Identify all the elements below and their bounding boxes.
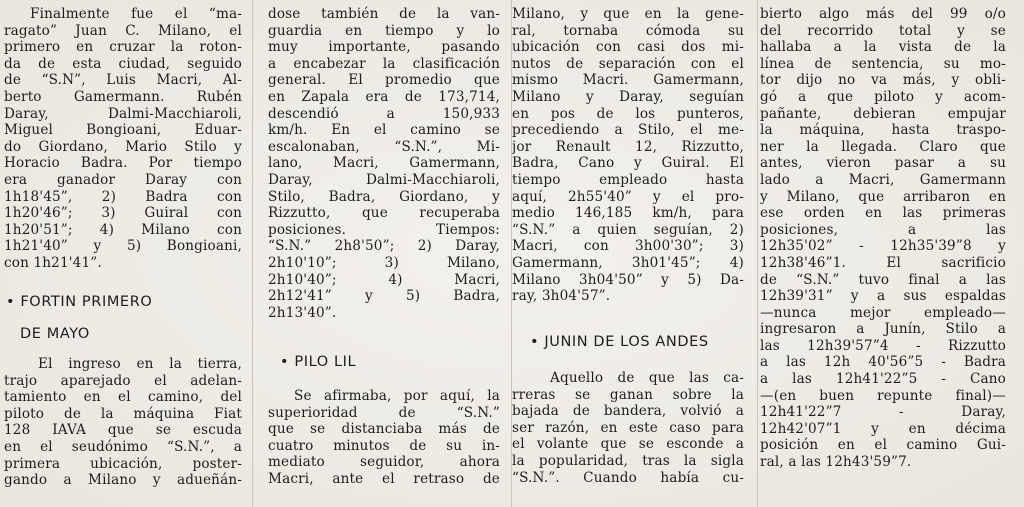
text-line: de “S.N.” tuvo final a las: [760, 271, 1006, 288]
text-line: del recorrido total y se: [760, 22, 1006, 39]
text-line: pañante, debieran empujar: [760, 105, 1006, 122]
section-heading-fortin-cont: DE MAYO: [20, 326, 90, 342]
column-divider: [252, 0, 253, 507]
text-line: de “S.N”, Luis Macri, Al-: [4, 72, 242, 89]
text-line: El ingreso en la tierra,: [38, 356, 242, 372]
section-heading-junin: • JUNIN DE LOS ANDES: [530, 334, 709, 350]
text-line: “S.N.”. Cuando había cu-: [512, 469, 744, 486]
text-line: ral, tornaba cómoda su: [512, 22, 744, 39]
text-line: 1h18'45”, 2) Badra con: [4, 188, 242, 205]
text-line: en pos de los punteros,: [512, 105, 744, 122]
text-line: que se distanciaba más de: [268, 421, 500, 438]
paragraph-arrival: [760, 6, 1006, 471]
text-line: 2h12'41” y 5) Badra,: [268, 288, 500, 305]
text-line: Finalmente fue el “ma-: [30, 6, 242, 22]
text-line: bajada de bandera, volvió a: [512, 403, 744, 420]
paragraph-vanguard: [268, 6, 500, 321]
article-column-2: [268, 0, 500, 507]
text-line: Milano 3h04'50” y 5) Da-: [512, 271, 744, 288]
text-line: tor dijo no va más, y obli-: [760, 72, 1006, 89]
text-line: Horacio Badra. Por tiempo: [4, 155, 242, 172]
text-line: 12h42'07”1 y en décima: [760, 420, 1006, 437]
article-column-1: [4, 0, 242, 507]
text-line: primera ubicación, poster-: [4, 455, 242, 472]
text-line: —(en buen repunte final)—: [760, 387, 1006, 404]
paragraph-general-standing: [512, 6, 744, 305]
text-line: línea de sentencia, su mo-: [760, 55, 1006, 72]
text-line: “S.N.” 2h8'50”; 2) Daray,: [268, 238, 500, 255]
text-line: lano, Macri, Gamermann,: [268, 155, 500, 172]
paragraph-fortin: [4, 356, 242, 489]
text-line: Rizzutto, que recuperaba: [268, 205, 500, 222]
text-line: Macri, con 3h00'30”; 3): [512, 238, 744, 255]
text-line: dose también de la van-: [268, 6, 500, 22]
text-line: ragato” Juan C. Milano, el: [4, 22, 242, 39]
text-line: ner la llegada. Claro que: [760, 138, 1006, 155]
article-column-3: [512, 0, 744, 507]
text-line: rreras se ganan sobre la: [512, 386, 744, 403]
text-line: ingresaron a Junín, Stilo a: [760, 321, 1006, 338]
text-line: la máquina, hasta traspo-: [760, 122, 1006, 139]
text-line: km/h. En el camino se: [268, 122, 500, 139]
section-heading-pilo-lil: • PILO LIL: [280, 354, 357, 370]
text-line: Daray, Dalmi-Macchiaroli,: [268, 171, 500, 188]
text-line: 1h21'40” y 5) Bongioani,: [4, 238, 242, 255]
column-divider: [757, 0, 758, 507]
text-line: gó a que piloto y acom-: [760, 88, 1006, 105]
text-line: 1h20'46”; 3) Guiral con: [4, 205, 242, 222]
text-line: 12h38'46”1. El sacrificio: [760, 254, 1006, 271]
text-line: superioridad de “S.N.”: [268, 404, 500, 421]
text-line: 2h10'40”; 4) Macri,: [268, 271, 500, 288]
text-line: general. El promedio que: [268, 72, 500, 89]
text-line: ese orden en las primeras: [760, 205, 1006, 222]
text-line: precediendo a Stilo, el me-: [512, 122, 744, 139]
text-line: escalonaban, “S.N.”, Mi-: [268, 138, 500, 155]
text-line: Miguel Bongioani, Eduar-: [4, 122, 242, 139]
text-line: mismo Macri. Gamermann,: [512, 72, 744, 89]
text-line: y Milano, que arribaron en: [760, 188, 1006, 205]
text-line: Daray, Dalmi-Macchiaroli,: [4, 105, 242, 122]
text-line: medio 146,185 km/h, para: [512, 205, 744, 222]
text-line: descendió a 150,933: [268, 105, 500, 122]
text-line: Milano, y que en la gene-: [512, 6, 744, 22]
text-line: 2h10'10”; 3) Milano,: [268, 254, 500, 271]
text-line: a las 12h 40'56”5 - Badra: [760, 354, 1006, 371]
text-line: la popularidad, tras la sigla: [512, 452, 744, 469]
text-line: el volante que se esconde a: [512, 436, 744, 453]
text-line: Milano y Daray, seguían: [512, 88, 744, 105]
text-line: gando a Milano y adueñán-: [4, 472, 242, 489]
text-line: lado a Macri, Gamermann: [760, 171, 1006, 188]
paragraph-junin: [512, 370, 744, 486]
text-line: antes, vieron pasar a su: [760, 155, 1006, 172]
text-line: cuatro minutos de su in-: [268, 437, 500, 454]
text-line: Macri, ante el retraso de: [268, 470, 500, 487]
text-line: 2h13'40”.: [268, 304, 337, 321]
text-line: ser razón, en este caso para: [512, 419, 744, 436]
text-line: era ganador Daray con: [4, 171, 242, 188]
text-line: hallaba a la vista de la: [760, 39, 1006, 56]
text-line: trajo aparejado el adelan-: [4, 372, 242, 389]
text-line: a las 12h41'22”5 - Cano: [760, 371, 1006, 388]
text-line: Se afirmaba, por aquí, la: [294, 388, 500, 404]
text-line: 128 IAVA que se escuda: [4, 422, 242, 439]
text-line: piloto de la máquina Fiat: [4, 405, 242, 422]
section-heading-fortin: • FORTIN PRIMERO: [6, 294, 153, 310]
text-line: ray, 3h04'57”.: [512, 288, 611, 305]
text-line: bierto algo más del 99 o/o: [760, 6, 1006, 22]
text-line: con 1h21'41”.: [4, 254, 102, 271]
article-column-4: [760, 0, 1006, 507]
text-line: guardia en tiempo y lo: [268, 22, 500, 39]
text-line: 12h39'31” y a sus espaldas: [760, 288, 1006, 305]
text-line: en el seudónimo “S.N.”, a: [4, 438, 242, 455]
text-line: posiciones. Tiempos:: [268, 221, 500, 238]
text-line: aquí, 2h55'40” y el pro-: [512, 188, 744, 205]
text-line: muy importante, pasando: [268, 39, 500, 56]
text-line: ubicación con casi dos mi-: [512, 39, 744, 56]
text-line: nutos de separación con el: [512, 55, 744, 72]
text-line: a encabezar la clasificación: [268, 55, 500, 72]
text-line: Badra, Cano y Guiral. El: [512, 155, 744, 172]
text-line: da de esta ciudad, seguido: [4, 55, 242, 72]
text-line: 1h20'51”; 4) Milano con: [4, 221, 242, 238]
text-line: 12h41'22”7 - Daray,: [760, 404, 1006, 421]
text-line: primero en cruzar la roton-: [4, 39, 242, 56]
text-line: tiempo empleado hasta: [512, 171, 744, 188]
text-line: Gamermann, 3h01'45”; 4): [512, 254, 744, 271]
text-line: jor Renault 12, Rizzutto,: [512, 138, 744, 155]
text-line: Aquello de que las ca-: [550, 370, 744, 386]
text-line: mediato seguidor, ahora: [268, 454, 500, 471]
text-line: posición en el camino Gui-: [760, 437, 1006, 454]
text-line: ral, a las 12h43'59”7.: [760, 454, 912, 471]
text-line: en Zapala era de 173,714,: [268, 88, 500, 105]
text-line: tamiento en el camino, del: [4, 389, 242, 406]
paragraph-finish-order: [4, 6, 242, 272]
text-line: posiciones, a las: [760, 221, 1006, 238]
text-line: berto Gamermann. Rubén: [4, 88, 242, 105]
text-line: “S.N.” a quien seguían, 2): [512, 221, 744, 238]
paragraph-pilo-lil: [268, 388, 500, 488]
text-line: las 12h39'57”4 - Rizzutto: [760, 337, 1006, 354]
text-line: Stilo, Badra, Giordano, y: [268, 188, 500, 205]
text-line: 12h35'02” - 12h35'39”8 y: [760, 238, 1006, 255]
text-line: —nunca mejor empleado—: [760, 304, 1006, 321]
text-line: do Giordano, Mario Stilo y: [4, 138, 242, 155]
